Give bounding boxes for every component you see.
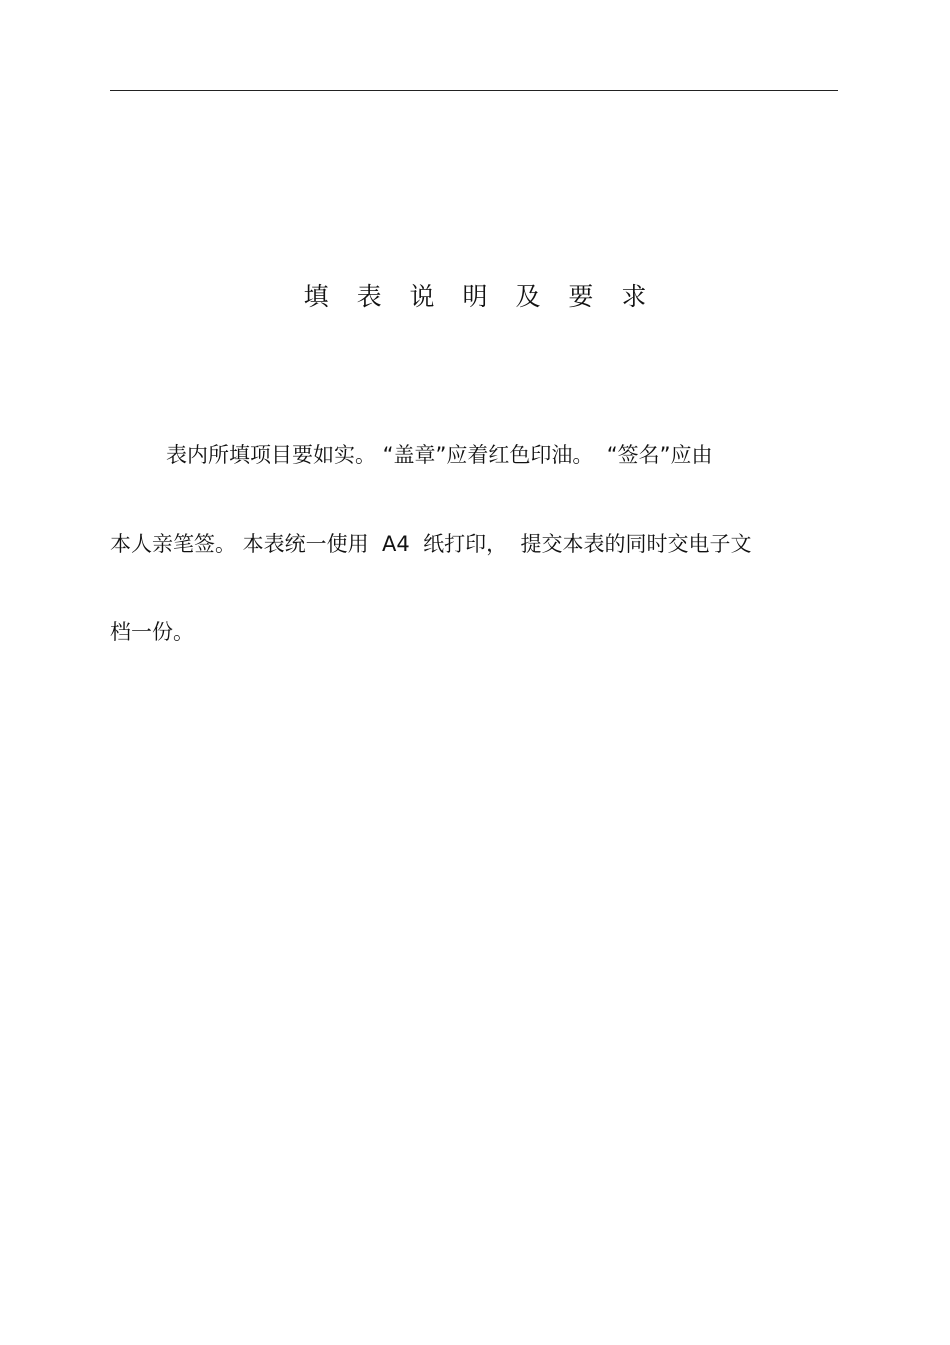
header-rule [110,90,838,91]
instructions-line: 表内所填项目要如实。 “盖章”应着红色印油。 “签名”应由 [166,443,713,467]
instructions-line: 本人亲笔签。 本表统一使用 A4 纸打印， 提交本表的同时交电子文 [110,532,752,556]
instructions-line: 档一份。 [110,620,194,644]
page-title: 填 表 说 明 及 要 求 [303,282,657,311]
